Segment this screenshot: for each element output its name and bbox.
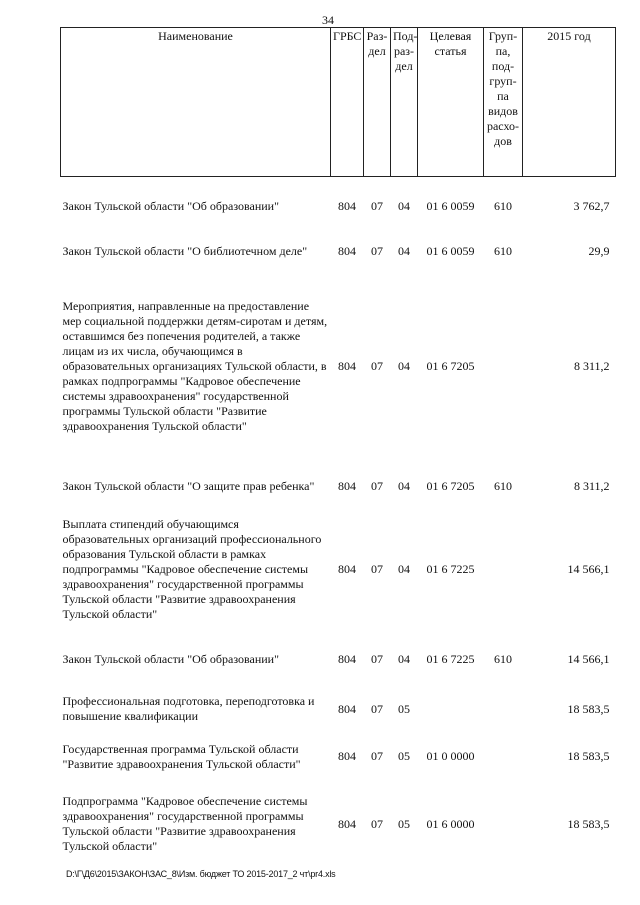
row-amount: 14 566,1 [567,651,610,666]
table-row [61,687,616,732]
row-name: Закон Тульской области "Об образовании" [62,199,279,214]
row-subsection: 04 [398,479,410,493]
row-name: Государственная программа Тульской области "Развитие здравоохранения Тульской области" [62,741,301,771]
table-row [61,732,616,782]
row-section: 07 [371,244,383,258]
table-row [61,467,616,507]
row-group [484,507,523,632]
table-row [61,507,616,632]
row-group [484,782,523,867]
row-article: 01 6 7205 [426,359,475,373]
row-name: Закон Тульской области "О защите прав ребенка" [62,479,315,493]
row-name: Подпрограмма "Кадровое обеспечение системы здравоохранения" государственной программы Тульской области "Развитие здравоохранения Тульской области" [62,794,308,853]
row-section: 07 [371,479,383,493]
row-grbs: 804 [338,244,356,258]
row-article: 01 0 0000 [426,749,475,763]
row-group [484,267,523,467]
row-article: 01 6 7205 [426,479,475,493]
row-name: Выплата стипендий обучающимся образовательных организаций профессионального образования Тульской области в рамках подпрограммы "Кадровое обеспечение системы здравоохранения" государственной программы Тульской области "Развитие здравоохранения Тульской области" [62,516,322,621]
row-grbs: 804 [338,479,356,493]
row-section: 07 [371,561,383,576]
row-grbs: 804 [338,651,356,666]
row-subsection: 05 [398,816,410,831]
row-grbs: 804 [338,749,356,763]
row-amount: 8 311,2 [573,479,610,493]
row-group: 610 [494,651,512,666]
row-grbs: 804 [338,816,356,831]
row-subsection: 04 [398,561,410,576]
row-name: Мероприятия, направленные на предоставление мер социальной поддержки детям-сиротам и детям, оставшимся без попечения родителей, а также лицам из их числа, обучающимся в образовательных организациях Тульской области, в рамках подпрограммы "Кадровое обеспечение системы здравоохранения" государственной программы Тульской области "Развитие здравоохранения Тульской области" [62,299,328,433]
row-group: 610 [494,244,512,258]
row-subsection: 04 [398,244,410,258]
table-row [61,267,616,467]
row-article: 01 6 0059 [426,199,475,214]
row-section: 07 [371,701,383,716]
header-section: Раз- дел [364,28,391,177]
table-row [61,237,616,267]
row-grbs: 804 [338,359,356,373]
row-group: 610 [494,199,512,214]
row-grbs: 804 [338,701,356,716]
file-path-footer: D:\Г\Д6\2015\ЗАКОН\ЗАС_8\Изм. бюджет ТО 2015-2017_2 чт\pr4.xls [66,869,336,879]
row-article: 01 6 0059 [426,244,475,258]
row-amount: 29,9 [588,244,610,258]
row-subsection: 04 [398,359,410,373]
row-group [484,732,523,782]
row-amount: 14 566,1 [567,561,610,576]
row-group [484,687,523,732]
header-expense-group: Груп- па, под- груп- па видов расхо- дов [484,28,523,177]
row-amount: 3 762,7 [573,199,610,214]
row-grbs: 804 [338,561,356,576]
row-grbs: 804 [338,199,356,214]
row-subsection: 05 [398,749,410,763]
row-section: 07 [371,651,383,666]
row-subsection: 04 [398,651,410,666]
row-section: 07 [371,199,383,214]
table-row [61,177,616,237]
header-name: Наименование [61,28,331,177]
table-row [61,632,616,687]
row-section: 07 [371,749,383,763]
row-section: 07 [371,359,383,373]
row-section: 07 [371,816,383,831]
row-subsection: 05 [398,701,410,716]
header-grbs: ГРБС [331,28,364,177]
header-target-article: Целевая статья [418,28,484,177]
row-article: 01 6 7225 [426,561,475,576]
row-amount: 18 583,5 [567,816,610,831]
page-number: 34 [322,13,334,27]
header-row [61,28,616,177]
row-article: 01 6 0000 [426,816,475,831]
row-amount: 18 583,5 [567,749,610,763]
row-name: Закон Тульской области "Об образовании" [62,651,279,666]
row-article: 01 6 7225 [426,651,475,666]
row-amount: 8 311,2 [573,359,610,373]
budget-table [60,27,616,867]
row-amount: 18 583,5 [567,701,610,716]
row-name: Профессиональная подготовка, переподготовка и повышение квалификации [62,694,315,723]
header-year-2015: 2015 год [523,28,616,177]
header-subsection: Под- раз- дел [391,28,418,177]
row-name: Закон Тульской области "О библиотечном деле" [62,244,308,258]
row-subsection: 04 [398,199,410,214]
table-row [61,782,616,867]
row-article [418,687,484,732]
row-group: 610 [494,479,512,493]
